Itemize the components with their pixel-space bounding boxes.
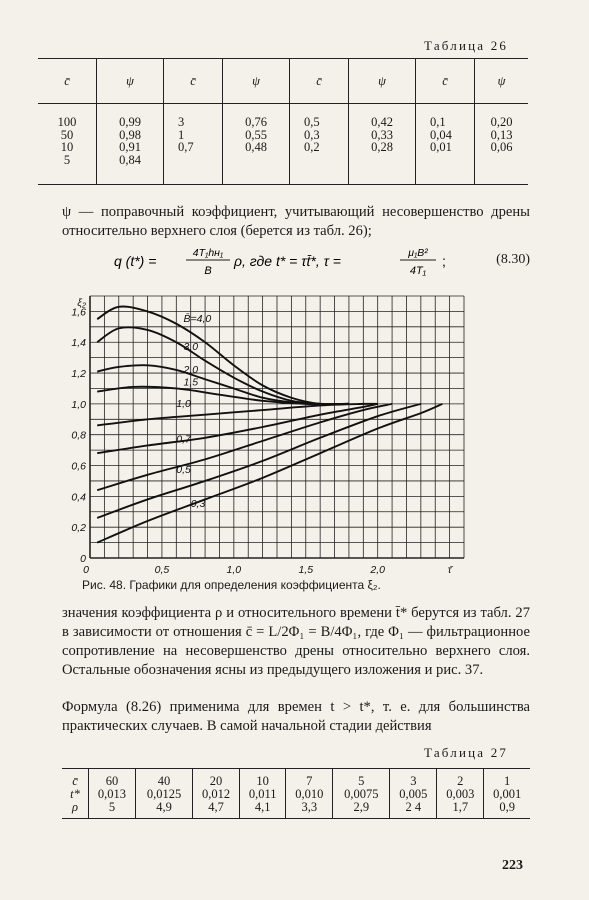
cell: t* xyxy=(70,787,80,801)
table26-header: ψ xyxy=(223,59,290,104)
table27-caption: Таблица 27 xyxy=(424,745,509,760)
table27-col xyxy=(333,769,390,819)
cell: 4,1 xyxy=(254,800,271,814)
cell: 0,1 xyxy=(430,115,446,129)
cell: 0,012 xyxy=(201,787,231,801)
cell: 60 xyxy=(105,774,119,788)
table27-col xyxy=(484,769,530,819)
formula-frac1-num: 4T₁hн₁ xyxy=(192,247,224,259)
curve-label: 1,0 xyxy=(176,397,191,410)
curve-label: 0,7 xyxy=(176,433,191,446)
table27-row xyxy=(62,769,530,819)
paragraph-psi: ψ — поправочный коэффициент, учитывающий несовершенство дрены относительно верхнего слоя (берется из табл. 26); xyxy=(62,204,530,239)
equation-number: (8.30) xyxy=(496,252,530,267)
curve-label: B̄=4,0 xyxy=(183,313,212,326)
cell: 5 xyxy=(108,800,116,814)
cell: 0,005 xyxy=(399,787,428,801)
cell: 100 xyxy=(57,115,77,129)
formula-tail: ; xyxy=(442,253,446,269)
cell: 2 4 xyxy=(405,800,422,814)
table26-header: c̄ xyxy=(416,59,475,104)
cell: 0,76 xyxy=(245,115,267,129)
cell: 2,9 xyxy=(353,800,370,814)
cell: 0,20 xyxy=(490,115,513,129)
table26-body-row xyxy=(38,104,528,185)
cell: 40 xyxy=(157,774,171,788)
formula-lhs: q (t*) = xyxy=(114,253,157,269)
table26-caption: Таблица 26 xyxy=(424,38,509,53)
table26-col xyxy=(349,104,416,185)
figure-caption: Рис. 48. Графики для определения коэффициента ξ₂. xyxy=(82,578,381,592)
cell: 0,011 xyxy=(248,787,277,801)
cell: 0,42 xyxy=(371,115,393,129)
figure-48-chart xyxy=(52,282,502,576)
cell: 0,7 xyxy=(178,140,194,154)
cell: 10 xyxy=(256,774,269,788)
cell: 5 xyxy=(63,152,71,167)
curve-label: 3,0 xyxy=(183,340,199,353)
table26-header: ψ xyxy=(475,59,529,104)
cell: 0,48 xyxy=(245,140,267,154)
curve-series xyxy=(97,404,378,426)
cell: 1 xyxy=(178,127,185,142)
table26-header: c̄ xyxy=(290,59,349,104)
cell: 7 xyxy=(306,774,313,788)
cell: 2 xyxy=(457,774,464,788)
table-26 xyxy=(38,58,528,185)
x-tick-label: 1,5 xyxy=(298,564,314,576)
cell: 0,001 xyxy=(493,787,522,801)
chart-grid xyxy=(90,296,464,558)
cell: 0,55 xyxy=(245,127,267,142)
table27-col xyxy=(390,769,437,819)
cell: 0,99 xyxy=(119,115,141,129)
table27-col xyxy=(240,769,286,819)
formula-frac2-num: μ₁B² xyxy=(408,247,428,259)
y-tick-label: 0,8 xyxy=(71,429,86,442)
table27-col xyxy=(193,769,240,819)
cell: 3 xyxy=(410,774,417,788)
table26-col xyxy=(97,104,164,185)
table26-col xyxy=(164,104,223,185)
y-tick-label: 0,6 xyxy=(71,460,86,473)
y-tick-label: 1,6 xyxy=(71,306,86,319)
curve-label: 0,5 xyxy=(176,464,191,477)
cell: 10 xyxy=(60,140,74,154)
table26-col xyxy=(475,104,529,185)
table26-col xyxy=(223,104,290,185)
cell: 1,7 xyxy=(452,800,469,814)
formula-frac2-den: 4T₁ xyxy=(409,265,427,277)
cell: c̄ xyxy=(72,774,78,788)
formula-8-30 xyxy=(100,244,530,280)
cell: 20 xyxy=(209,774,223,788)
y-tick-label: ξ₂ xyxy=(77,297,86,309)
table-27 xyxy=(62,768,530,819)
cell: 0,84 xyxy=(119,152,141,167)
formula-svg xyxy=(100,244,530,280)
curve-label: 2,0 xyxy=(183,364,199,377)
cell: 0,91 xyxy=(119,140,141,154)
table27-col xyxy=(286,769,333,819)
cell: 0,98 xyxy=(119,127,141,142)
cell: 3 xyxy=(178,115,185,129)
table26-header: ψ xyxy=(349,59,416,104)
cell: 1 xyxy=(504,774,511,788)
cell: 0,2 xyxy=(304,140,320,154)
cell: 0,9 xyxy=(499,800,515,814)
cell: 3,3 xyxy=(301,800,318,814)
cell: 4,7 xyxy=(208,800,224,814)
table26-col xyxy=(38,104,97,185)
cell: 0,33 xyxy=(371,127,393,142)
x-tick-label: 0,5 xyxy=(154,564,170,576)
table27-col xyxy=(135,769,192,819)
formula-mid: ρ, где t* = τt̄*, τ = xyxy=(234,253,341,269)
formula-frac1-den: B xyxy=(204,265,212,277)
cell: 0,5 xyxy=(304,115,320,129)
cell: 0,13 xyxy=(490,127,513,142)
curve-series xyxy=(97,404,421,518)
table27-symbols xyxy=(62,769,89,819)
table26-col xyxy=(416,104,475,185)
y-tick-label: 0,4 xyxy=(71,491,86,504)
table27-col xyxy=(437,769,484,819)
table26-header-row xyxy=(38,59,528,104)
x-tick-label: τ̄ xyxy=(447,564,452,576)
cell: 0,01 xyxy=(430,140,452,154)
table26-header: c̄ xyxy=(164,59,223,104)
y-tick-label: 0 xyxy=(80,553,86,565)
cell: 0,28 xyxy=(371,140,393,154)
y-tick-label: 1,2 xyxy=(71,368,86,381)
x-tick-label: 2,0 xyxy=(370,564,385,576)
table27-col xyxy=(89,769,136,819)
y-tick-label: 1,0 xyxy=(71,398,86,411)
cell: 5 xyxy=(358,774,365,788)
cell: 0,003 xyxy=(446,787,475,801)
curve-label: 0,3 xyxy=(190,498,206,511)
cell: 0,06 xyxy=(490,140,513,154)
table26-col xyxy=(290,104,349,185)
cell: 0,0075 xyxy=(344,787,379,801)
curve-label: 1,5 xyxy=(183,376,199,389)
y-tick-label: 1,4 xyxy=(71,337,86,350)
cell: 0,3 xyxy=(304,127,320,142)
paragraph-rho: значения коэффициента ρ и относительного времени t̄* берутся из табл. 27 в зависимости от отношения c̄ = L/2Φ₁ = B/4Φ₁, где Φ₁ — фильтрационное сопротивление на несовершенство дрены относительно верхнего слоя. Остальные обозначения ясны из предыдущего изложения и рис. 37. xyxy=(62,605,530,678)
table26-header: c̄ xyxy=(38,59,97,104)
y-tick-label: 0,2 xyxy=(71,522,86,535)
cell: 0,010 xyxy=(295,787,324,801)
curve-series xyxy=(97,387,349,404)
page-number: 223 xyxy=(502,858,523,873)
cell: 4,9 xyxy=(156,800,172,814)
curve-series xyxy=(97,306,349,404)
cell: 0,0125 xyxy=(146,787,182,801)
x-tick-label: 0 xyxy=(83,564,89,576)
cell: 0,013 xyxy=(97,787,127,801)
table26-header: ψ xyxy=(97,59,164,104)
cell: ρ xyxy=(72,800,78,814)
x-tick-label: 1,0 xyxy=(226,564,242,576)
paragraph-formula-826: Формула (8.26) применима для времен t > t*, т. е. для большинства практических случаев. В самой начальной стадии действия xyxy=(62,699,530,734)
cell: 50 xyxy=(60,127,74,142)
cell: 0,04 xyxy=(430,127,452,142)
